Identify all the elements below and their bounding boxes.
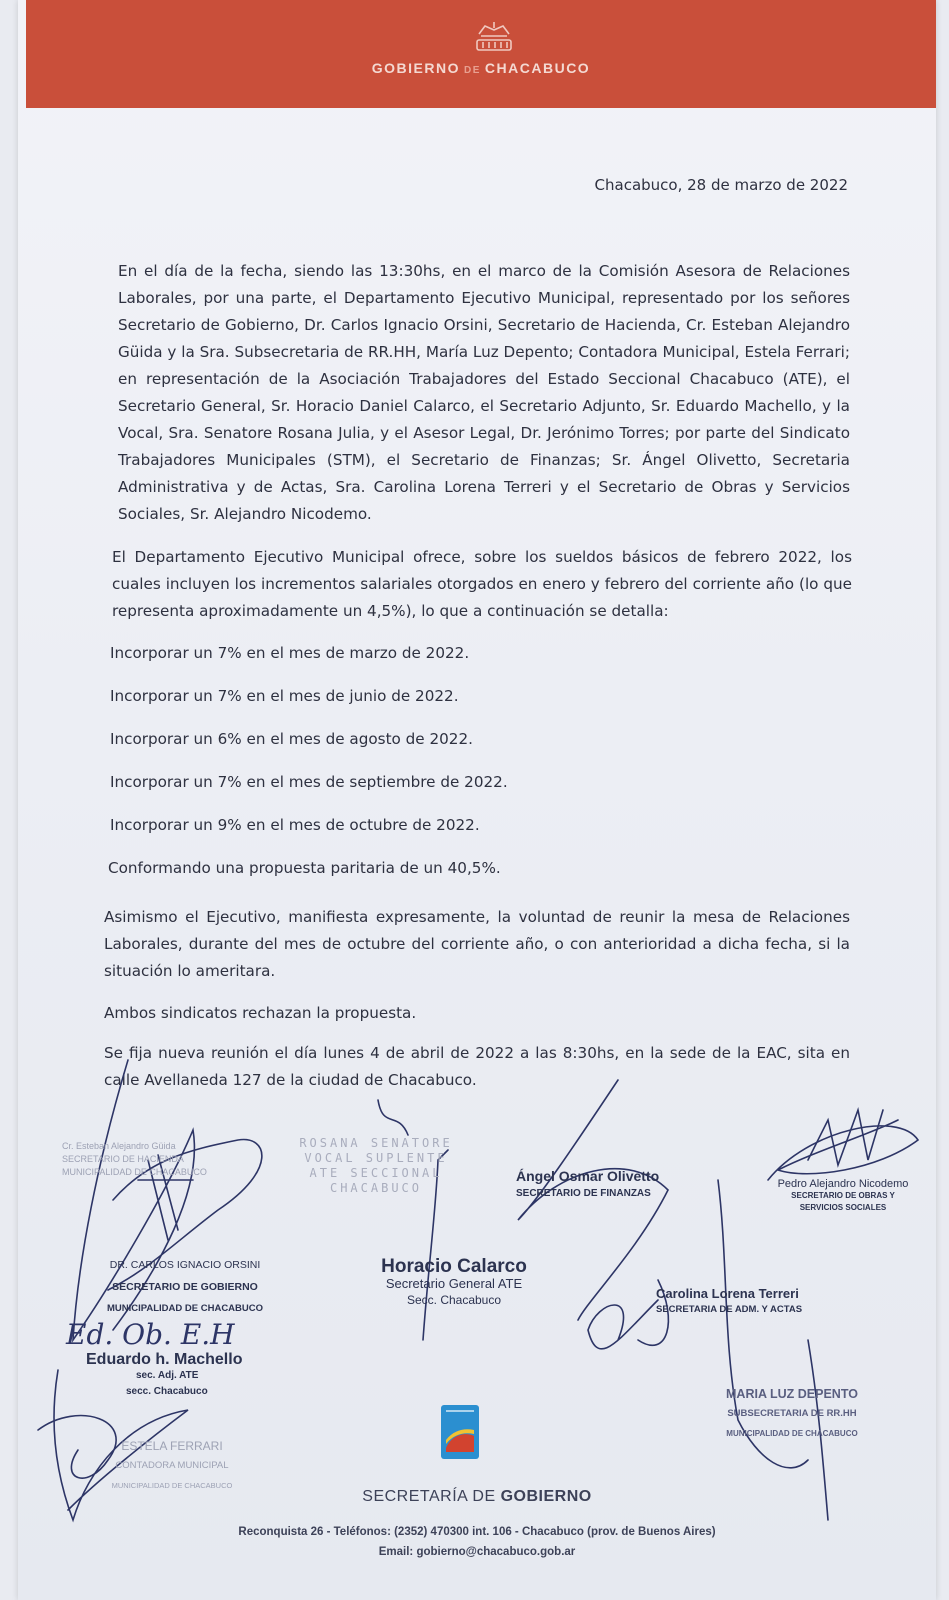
signature-nicodemo	[758, 1178, 928, 1214]
increment-item: Incorporar un 6% en el mes de agosto de 2022.	[110, 730, 473, 748]
signer-name: Horacio Calarco	[381, 1256, 527, 1277]
signer-title: sec. Adj. ATE	[136, 1370, 199, 1381]
footer-address: Reconquista 26 - Teléfonos: (2352) 470300 int. 106 - Chacabuco (prov. de Buenos Aires)	[238, 1526, 716, 1538]
signer-org: MUNICIPALIDAD DE CHACABUCO	[726, 1429, 858, 1438]
letterhead-banner	[26, 0, 936, 108]
organization-name	[26, 60, 936, 76]
signer-title: Secretario General ATE	[385, 1276, 523, 1291]
signature-orsini	[80, 1254, 290, 1320]
stamp-line: ROSANA SENATORE	[299, 1136, 453, 1150]
signer-title: SERVICIOS SOCIALES	[799, 1203, 887, 1212]
signer-name: DR. CARLOS IGNACIO ORSINI	[109, 1259, 261, 1271]
signature-machello	[66, 1318, 306, 1400]
proposal-summary: Conformando una propuesta paritaria de un 40,5%.	[108, 859, 501, 877]
signer-name: Cr. Esteban Alejandro Güida	[62, 1141, 176, 1151]
signer-org: MUNICIPALIDAD DE CHACABUCO	[106, 1303, 264, 1314]
signer-name: MARIA LUZ DEPENTO	[726, 1387, 858, 1401]
signature-ferrari	[82, 1436, 262, 1496]
signer-title: SECRETARIO DE OBRAS Y	[791, 1191, 895, 1200]
footer-department	[18, 1488, 936, 1506]
increment-item: Incorporar un 7% en el mes de marzo de 2022.	[110, 644, 470, 662]
signer-title: SECRETARIO DE FINANZAS	[516, 1188, 651, 1199]
paragraph-attendees: En el día de la fecha, siendo las 13:30hs, en el marco de la Comisión Asesora de Relaciones Laborales, por una parte, el Departamento Ejecutivo Municipal, representado por los señores Secretario de Gobierno, Dr. Carlos Ignacio Orsini, Secretario de Hacienda, Cr. Esteban Alejandro Güida y la Sra. Subsecretaria de RR.HH, María Luz Depento; Contadora Municipal, Estela Ferrari; en representación de la Asociación Trabajadores del Estado Seccional Chacabuco (ATE), el Secretario General, Sr. Horacio Daniel Calarco, el Secretario Adjunto, Sr. Eduardo Machello, y la Vocal, Sra. Senatore Rosana Julia, y el Asesor Legal, Dr. Jerónimo Torres; por parte del Sindicato Trabajadores Municipales (STM), el Secretario de Finanzas; Sr. Ángel Olivetto, Secretaria Administrativa y de Actas, Sra. Carolina Lorena Terreri y el Secretario de Obras y Servicios Sociales, Sr. Alejandro Nicodemo.	[118, 262, 850, 523]
chacabuco-logo-icon	[440, 1404, 480, 1460]
signature-terreri	[656, 1286, 802, 1318]
footer-title-light: SECRETARÍA DE	[362, 1488, 496, 1505]
footer-email: Email: gobierno@chacabuco.gob.ar	[378, 1546, 576, 1558]
org-name-left: GOBIERNO	[371, 60, 461, 76]
signer-title: SECRETARIA DE ADM. Y ACTAS	[656, 1304, 803, 1315]
stamp-line: ATE SECCIONAL	[309, 1166, 443, 1180]
document-page	[18, 0, 936, 1600]
signer-org: MUNICIPALIDAD DE CHACABUCO	[111, 1481, 233, 1490]
signer-name: Ángel Osmar Olivetto	[516, 1168, 660, 1184]
org-name-separator: DE	[464, 65, 481, 76]
signer-title: SUBSECRETARIA DE RR.HH	[727, 1408, 857, 1419]
letter-date: Chacabuco, 28 de marzo de 2022	[594, 176, 848, 194]
signature-calarco	[364, 1258, 544, 1309]
increment-item: Incorporar un 9% en el mes de octubre de 2022.	[110, 816, 480, 834]
signer-org: secc. Chacabuco	[126, 1386, 208, 1397]
handwritten-initials: Ed. Ob. E.H	[66, 1318, 235, 1351]
signature-guida	[62, 1140, 207, 1179]
paragraph-executive-will: Asimismo el Ejecutivo, manifiesta expresamente, la voluntad de reunir la mesa de Relaciones Laborales, durante del mes de octubre del corriente año, o con anterioridad a dicha fecha, si la situación lo ameritara.	[104, 908, 850, 980]
paragraph-rejection: Ambos sindicatos rechazan la propuesta.	[104, 1004, 417, 1022]
stamp-line: CHACABUCO	[329, 1181, 423, 1195]
org-name-right: CHACABUCO	[484, 60, 591, 76]
signer-name: Pedro Alejandro Nicodemo	[777, 1178, 909, 1190]
footer-title-bold: GOBIERNO	[500, 1488, 592, 1505]
signer-name: Carolina Lorena Terreri	[656, 1286, 799, 1301]
signature-olivetto	[516, 1168, 659, 1202]
increment-item: Incorporar un 7% en el mes de junio de 2022.	[110, 687, 459, 705]
signer-org: MUNICIPALIDAD DE CHACABUCO	[62, 1167, 207, 1177]
stamp-senatore	[296, 1136, 456, 1196]
signer-org: Secc. Chacabuco	[406, 1293, 502, 1307]
municipal-crest-icon	[459, 20, 529, 58]
signer-title: SECRETARIO DE HACIENDA	[62, 1154, 184, 1164]
signature-depento	[702, 1384, 882, 1444]
signer-name: Eduardo h. Machello	[86, 1351, 243, 1368]
increment-item: Incorporar un 7% en el mes de septiembre de 2022.	[110, 773, 508, 791]
signer-title: SECRETARIO DE GOBIERNO	[112, 1281, 258, 1293]
paragraph-offer: El Departamento Ejecutivo Municipal ofrece, sobre los sueldos básicos de febrero 2022, los cuales incluyen los incrementos salariales otorgados en enero y febrero del corriente año (lo que representa aproximadamente un 4,5%), lo que a continuación se detalla:	[112, 548, 852, 620]
signer-title: CONTADORA MUNICIPAL	[115, 1460, 229, 1471]
stamp-line: VOCAL SUPLENTE	[304, 1151, 448, 1165]
paragraph-next-meeting: Se fija nueva reunión el día lunes 4 de abril de 2022 a las 8:30hs, en la sede de la EAC, sita en calle Avellaneda 127 de la ciudad de Chacabuco.	[104, 1044, 850, 1089]
signer-name: ESTELA FERRARI	[121, 1439, 223, 1453]
